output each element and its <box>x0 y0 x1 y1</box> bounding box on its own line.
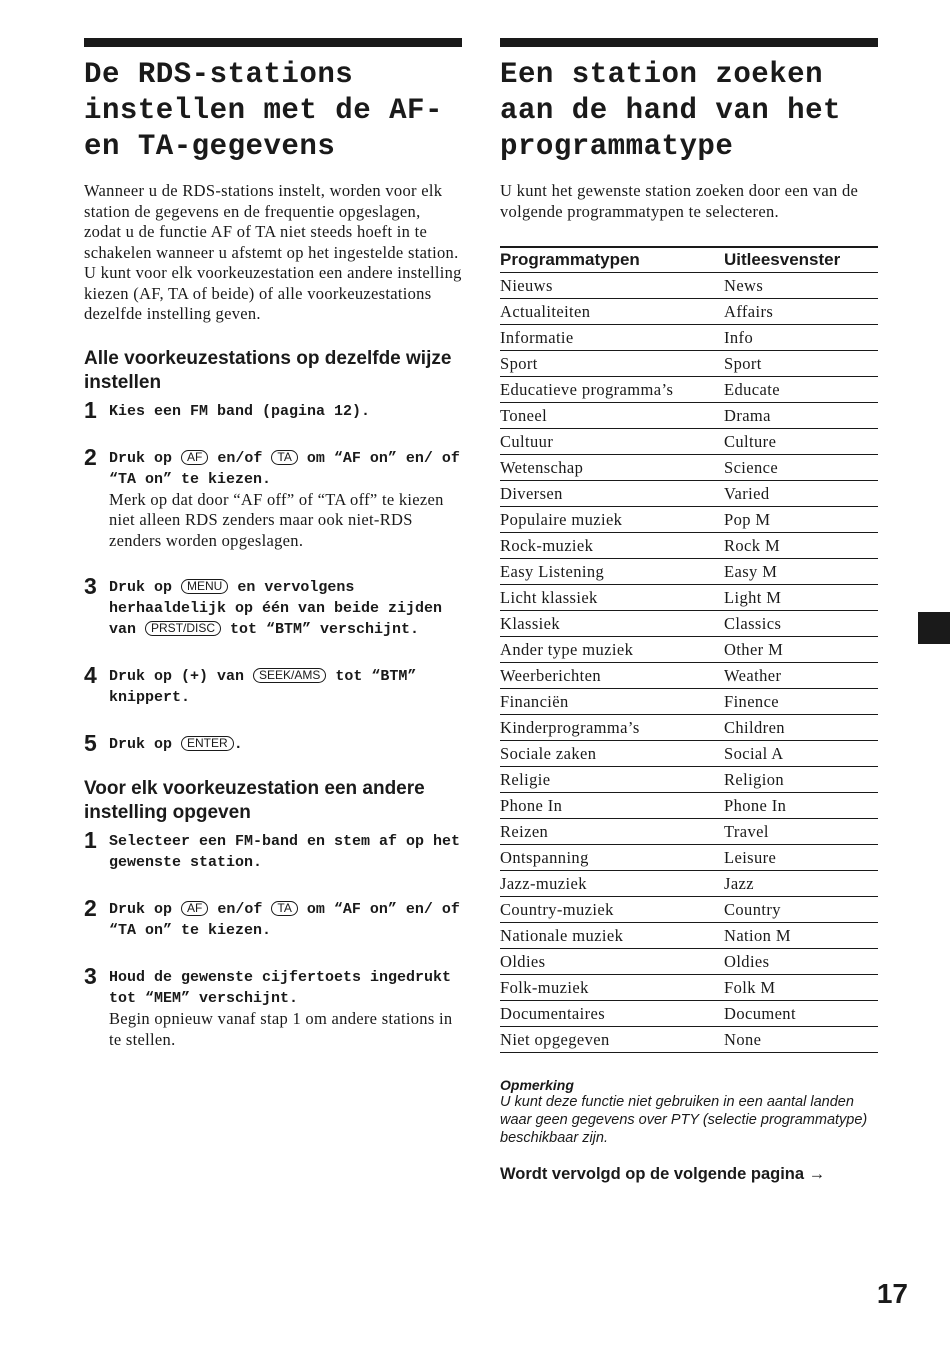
display-cell: Pop M <box>724 507 878 533</box>
display-cell: Culture <box>724 429 878 455</box>
display-cell: Drama <box>724 403 878 429</box>
program-type-cell: Educatieve programma’s <box>500 377 724 403</box>
step-instruction: Druk op AF en/of TA om “AF on” en/ of “TA on” te kiezen. <box>109 901 460 939</box>
program-type-cell: Reizen <box>500 819 724 845</box>
step-note: Begin opnieuw vanaf stap 1 om andere stations in te stellen. <box>109 1009 453 1049</box>
step-number: 1 <box>84 827 97 853</box>
table-row <box>500 741 878 767</box>
display-cell: Social A <box>724 741 878 767</box>
program-type-cell: Wetenschap <box>500 455 724 481</box>
table-row <box>500 871 878 897</box>
table-row <box>500 273 878 299</box>
step-instruction: Selecteer een FM-band en stem af op het gewenste station. <box>109 833 461 871</box>
program-type-cell: Jazz-muziek <box>500 871 724 897</box>
display-cell: Classics <box>724 611 878 637</box>
display-cell: Children <box>724 715 878 741</box>
display-cell: Phone In <box>724 793 878 819</box>
display-cell: Light M <box>724 585 878 611</box>
display-cell: Rock M <box>724 533 878 559</box>
display-cell: Varied <box>724 481 878 507</box>
program-type-cell: Niet opgegeven <box>500 1027 724 1053</box>
left-intro: Wanneer u de RDS-stations instelt, worden voor elk station de gegevens en de frequentie opgeslagen, zodat u de functie AF of TA niet steeds hoeft in te schakelen wanneer u afstemt op het ingestelde station. U kunt voor elk voorkeuzestation een andere instelling kiezen (AF, TA of beide) of alle voorkeuzestations dezelfde instelling geven. <box>84 181 462 323</box>
right-column <box>500 38 878 1184</box>
left-title: De RDS-stations instellen met de AF- en TA-gegevens <box>84 58 443 164</box>
prst-disc-key-icon: PRST/DISC <box>145 621 221 636</box>
s2-step-3 <box>84 963 462 1050</box>
program-type-cell: Sport <box>500 351 724 377</box>
s2-step-1 <box>84 827 462 873</box>
table-row <box>500 663 878 689</box>
table-row <box>500 1001 878 1027</box>
table-row <box>500 845 878 871</box>
table-header-row <box>500 247 878 273</box>
continued-note: Wordt vervolgd op de volgende pagina → <box>500 1165 826 1183</box>
display-cell: Finence <box>724 689 878 715</box>
display-cell: Science <box>724 455 878 481</box>
program-type-cell: Populaire muziek <box>500 507 724 533</box>
table-row <box>500 611 878 637</box>
step-instruction: Houd de gewenste cijfertoets ingedrukt tot “MEM” verschijnt. <box>109 969 452 1007</box>
left-column <box>84 38 462 1050</box>
table-row <box>500 403 878 429</box>
s1-step-4 <box>84 662 462 708</box>
program-type-cell: Easy Listening <box>500 559 724 585</box>
program-type-cell: Documentaires <box>500 1001 724 1027</box>
table-row <box>500 793 878 819</box>
step-instruction: Druk op (+) van SEEK/AMS tot “BTM” knippert. <box>109 668 417 706</box>
table-row <box>500 819 878 845</box>
display-cell: Easy M <box>724 559 878 585</box>
table-row <box>500 975 878 1001</box>
display-cell: None <box>724 1027 878 1053</box>
display-cell: Educate <box>724 377 878 403</box>
table-row <box>500 767 878 793</box>
table-row <box>500 1027 878 1053</box>
right-intro: U kunt het gewenste station zoeken door een van de volgende programmatypen te selecteren. <box>500 181 859 221</box>
step-number: 2 <box>84 443 97 470</box>
table-row <box>500 637 878 663</box>
program-type-cell: Rock-muziek <box>500 533 724 559</box>
program-type-cell: Religie <box>500 767 724 793</box>
program-type-cell: Kinderprogramma’s <box>500 715 724 741</box>
program-type-cell: Toneel <box>500 403 724 429</box>
enter-key-icon: ENTER <box>181 736 234 751</box>
table-row <box>500 559 878 585</box>
table-row <box>500 429 878 455</box>
ta-key-icon: TA <box>271 450 297 465</box>
step-instruction: Druk op ENTER . <box>109 736 243 753</box>
table-row <box>500 585 878 611</box>
s1-step-2 <box>84 443 462 552</box>
table-row <box>500 299 878 325</box>
s2-step-2 <box>84 895 462 941</box>
table-row <box>500 325 878 351</box>
program-type-cell: Ontspanning <box>500 845 724 871</box>
program-type-cell: Financiën <box>500 689 724 715</box>
program-type-cell: Informatie <box>500 325 724 351</box>
af-key-icon: AF <box>181 901 208 916</box>
display-cell: Document <box>724 1001 878 1027</box>
display-cell: Leisure <box>724 845 878 871</box>
program-type-cell: Actualiteiten <box>500 299 724 325</box>
right-title: Een station zoeken aan de hand van het programmatype <box>500 58 842 164</box>
display-cell: Info <box>724 325 878 351</box>
display-cell: News <box>724 273 878 299</box>
display-cell: Travel <box>724 819 878 845</box>
step-instruction: Druk op AF en/of TA om “AF on” en/ of “TA on” te kiezen. <box>109 449 460 488</box>
program-type-table <box>500 246 878 1053</box>
table-row <box>500 455 878 481</box>
step-number: 1 <box>84 396 97 423</box>
program-type-cell: Sociale zaken <box>500 741 724 767</box>
remark-title: Opmerking <box>500 1077 574 1093</box>
program-type-cell: Phone In <box>500 793 724 819</box>
program-type-cell: Oldies <box>500 949 724 975</box>
table-row <box>500 715 878 741</box>
step-instruction: Druk op MENU en vervolgens herhaaldelijk op één van beide zijden van PRST/DISC tot “BTM” verschijnt. <box>109 579 443 638</box>
s1-step-5 <box>84 730 462 756</box>
display-cell: Oldies <box>724 949 878 975</box>
table-body <box>500 273 878 1053</box>
table-row <box>500 923 878 949</box>
section-tab-marker <box>918 612 950 644</box>
display-cell: Sport <box>724 351 878 377</box>
section2-heading: Voor elk voorkeuzestation een andere instelling opgeven <box>84 778 425 823</box>
ta-key-icon: TA <box>271 901 297 916</box>
menu-key-icon: MENU <box>181 579 228 594</box>
step-number: 3 <box>84 963 97 989</box>
display-cell: Jazz <box>724 871 878 897</box>
program-type-cell: Klassiek <box>500 611 724 637</box>
table-row <box>500 481 878 507</box>
remark-text: U kunt deze functie niet gebruiken in een aantal landen waar geen gegevens over PTY (selectie programmatype) beschikbaar zijn. <box>500 1094 868 1146</box>
table-row <box>500 897 878 923</box>
s1-step-3 <box>84 573 462 640</box>
af-key-icon: AF <box>181 450 208 465</box>
display-cell: Country <box>724 897 878 923</box>
program-type-cell: Diversen <box>500 481 724 507</box>
table-row <box>500 351 878 377</box>
column-header: Uitleesvenster <box>724 247 878 273</box>
step-instruction: Kies een FM band (pagina 12). <box>109 402 371 420</box>
page-number: 17 <box>876 1278 908 1309</box>
display-cell: Affairs <box>724 299 878 325</box>
s1-step-1 <box>84 396 462 423</box>
seek-ams-key-icon: SEEK/AMS <box>253 668 326 683</box>
display-cell: Folk M <box>724 975 878 1001</box>
step-number: 5 <box>84 730 97 756</box>
program-type-cell: Cultuur <box>500 429 724 455</box>
program-type-cell: Ander type muziek <box>500 637 724 663</box>
program-type-cell: Nieuws <box>500 273 724 299</box>
program-type-cell: Licht klassiek <box>500 585 724 611</box>
step-note: Merk op dat door “AF off” of “TA off” te kiezen niet alleen RDS zenders maar ook niet-RDS zenders worden opgeslagen. <box>109 489 444 550</box>
display-cell: Religion <box>724 767 878 793</box>
display-cell: Weather <box>724 663 878 689</box>
table-row <box>500 507 878 533</box>
program-type-cell: Nationale muziek <box>500 923 724 949</box>
program-type-cell: Country-muziek <box>500 897 724 923</box>
step-number: 3 <box>84 573 97 599</box>
display-cell: Other M <box>724 637 878 663</box>
column-header: Programmatypen <box>500 247 724 273</box>
table-row <box>500 689 878 715</box>
table-row <box>500 377 878 403</box>
title-rule <box>84 38 462 47</box>
program-type-cell: Weerberichten <box>500 663 724 689</box>
program-type-cell: Folk-muziek <box>500 975 724 1001</box>
table-row <box>500 533 878 559</box>
table-row <box>500 949 878 975</box>
step-number: 4 <box>84 662 97 688</box>
display-cell: Nation M <box>724 923 878 949</box>
section1-heading: Alle voorkeuzestations op dezelfde wijze instellen <box>84 347 452 393</box>
step-number: 2 <box>84 895 97 921</box>
title-rule <box>500 38 878 47</box>
